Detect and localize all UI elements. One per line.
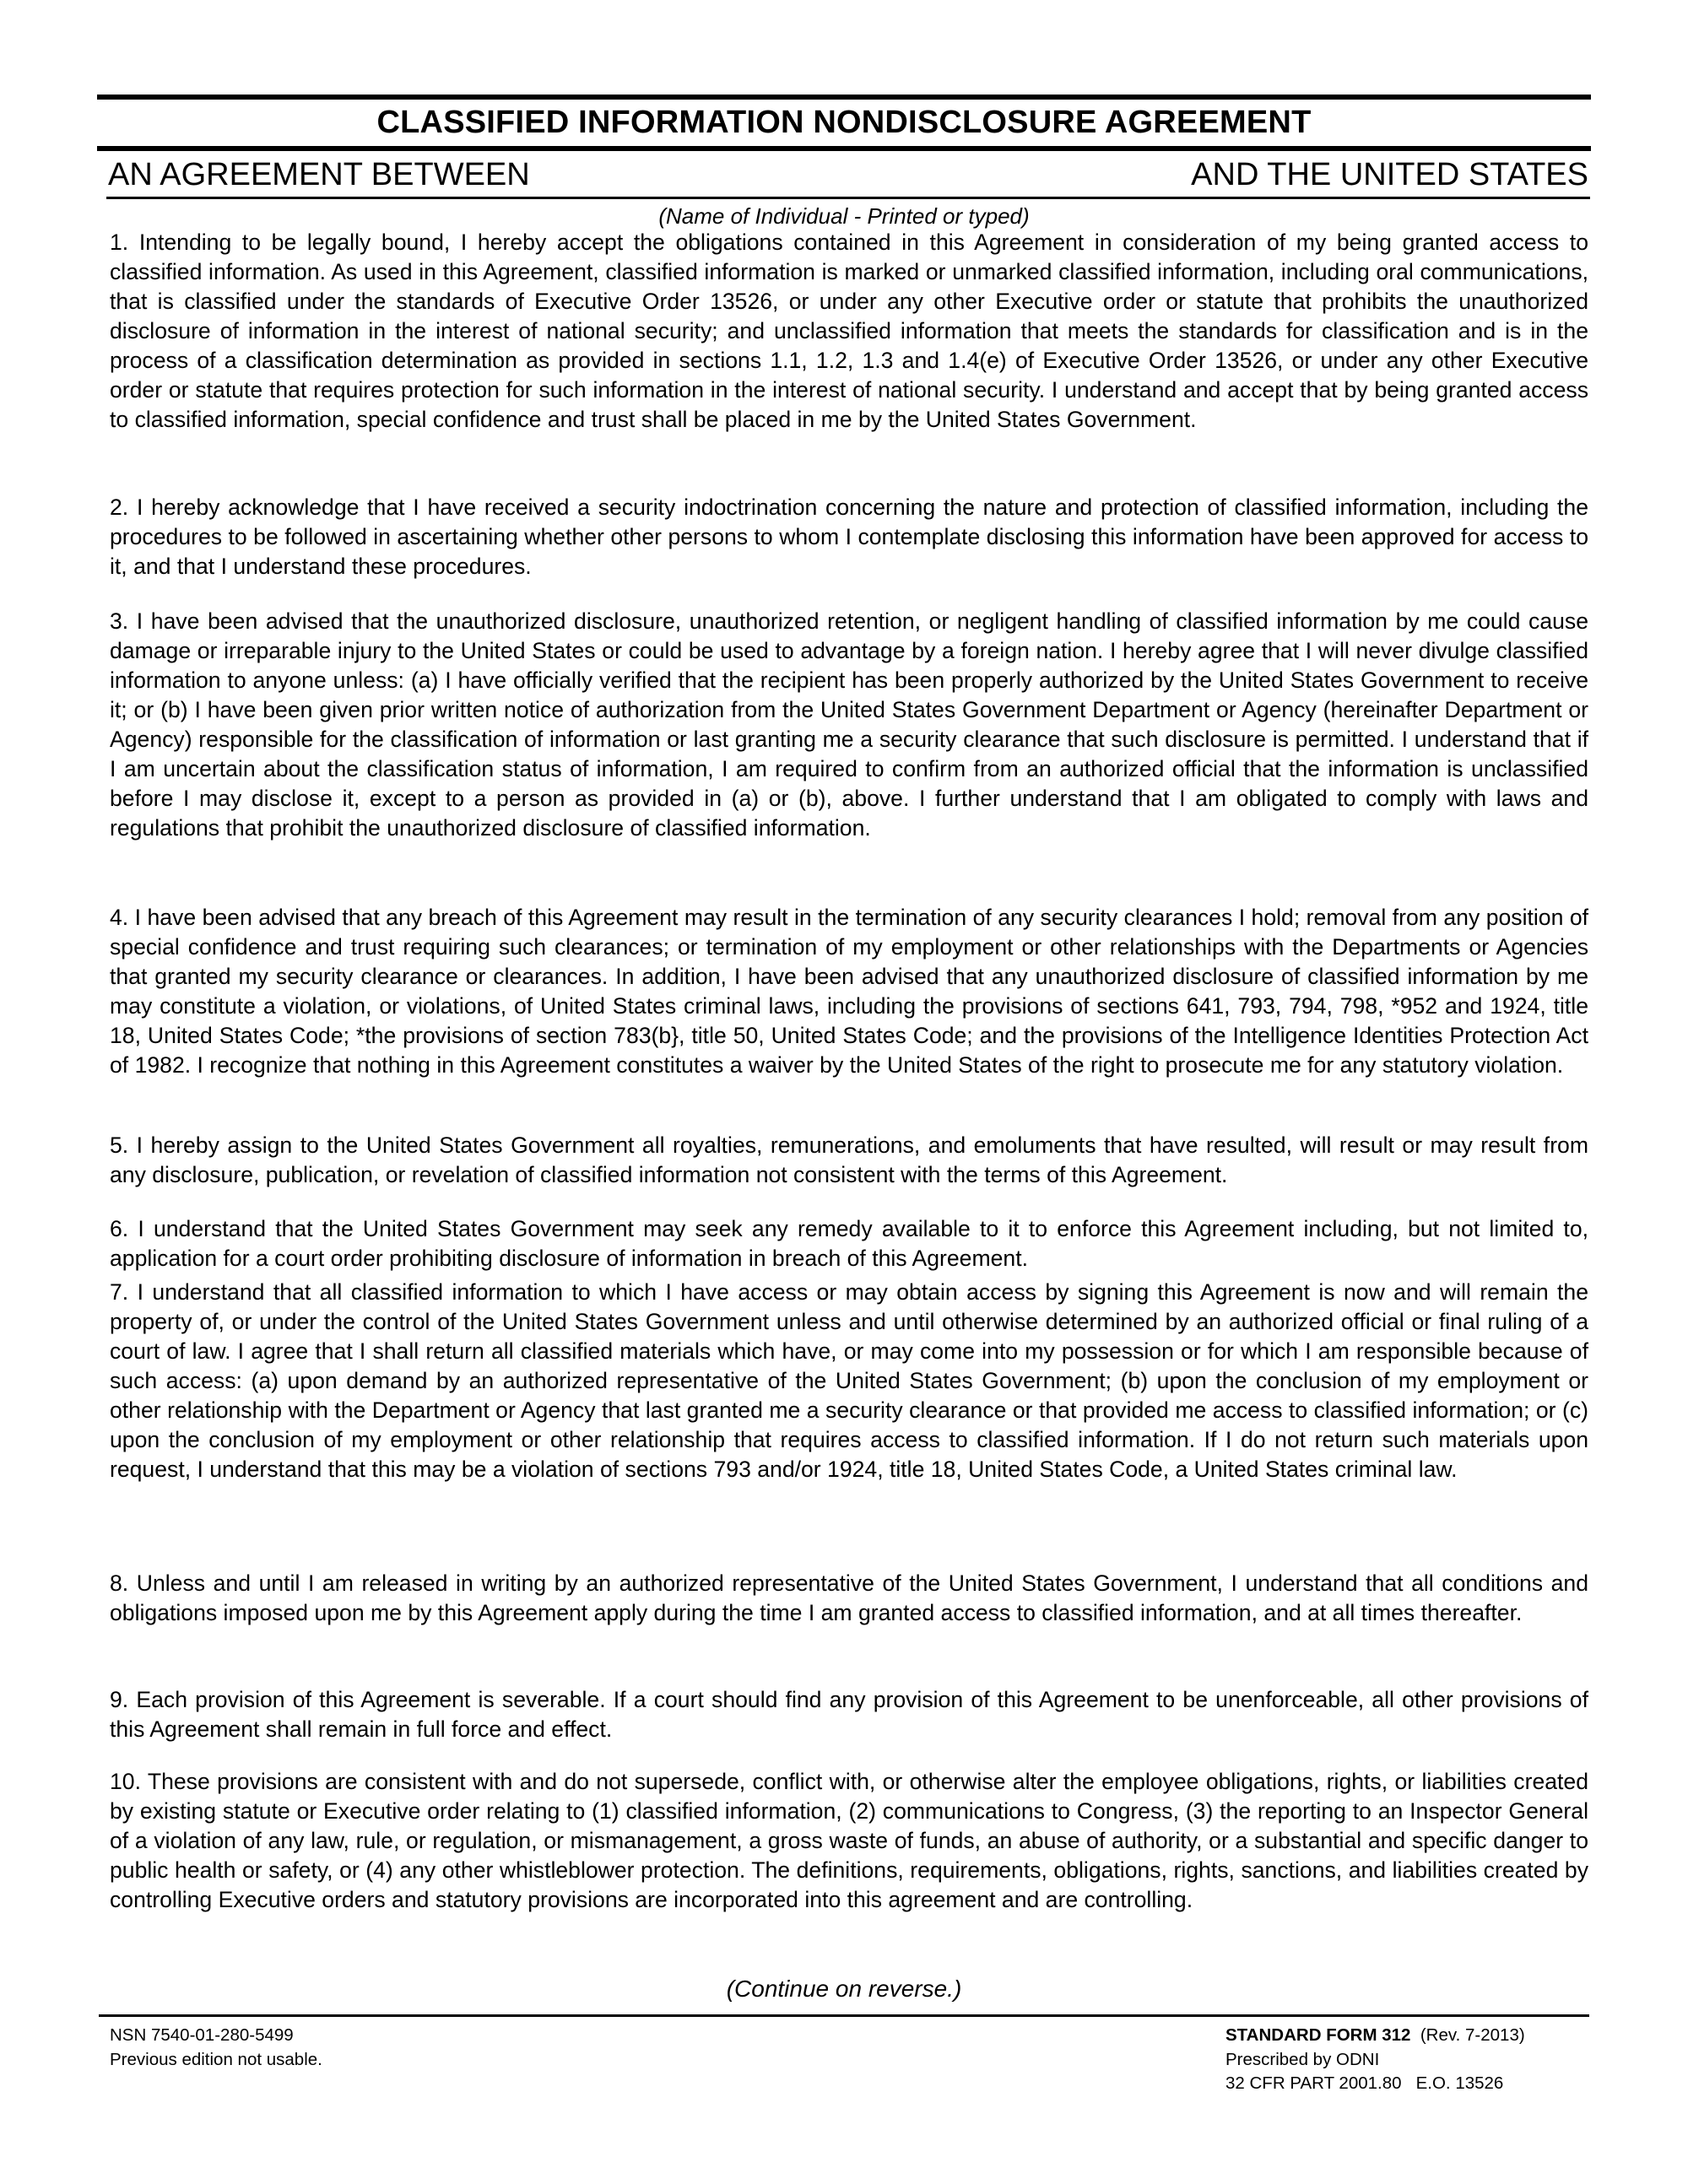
paragraph-8: 8. Unless and until I am released in writing by an authorized representative of the United States Government, I understand that all conditions and obligations imposed upon me by this Agreement apply during the time I am granted access to classified information, and at all times thereafter. [110,1570,1588,1625]
form-name: STANDARD FORM 312 [1225,2025,1411,2045]
individual-name-field[interactable] [557,155,1148,194]
footer-right [1225,2024,1525,2096]
paragraph-1: 1. Intending to be legally bound, I hereby accept the obligations contained in this Agreement in consideration of my being granted access to classified information. As used in this Agreement, classified information is marked or unmarked classified information, including oral communications, that is classified under the standards of Executive Order 13526, or under any other Executive order or statute that prohibits the unauthorized disclosure of information in the interest of national security; and unclassified information that meets the standards for classification and is in the process of a classification determination as provided in sections 1.1, 1.2, 1.3 and 1.4(e) of Executive Order 13526, or under any other Executive order or statute that requires protection for such information in the interest of national security. I understand and accept that by being granted access to classified information, special confidence and trust shall be placed in me by the United States Government. [110,230,1588,432]
paragraph-9: 9. Each provision of this Agreement is severable. If a court should find any provision of this Agreement to be unenforceable, all other provisions of this Agreement shall remain in full force and effect. [110,1687,1588,1742]
paragraph-3: 3. I have been advised that the unauthorized disclosure, unauthorized retention, or negligent handling of classified information by me could cause damage or irreparable injury to the United States or could be used to advantage by a foreign nation. I hereby agree that I will never divulge classified information to anyone unless: (a) I have officially verified that the recipient has been properly authorized by the United States Government to receive it; or (b) I have been given prior written notice of authorization from the United States Government Department or Agency (hereinafter Department or Agency) responsible for the classification of information or last granting me a security clearance that such disclosure is permitted. I understand that if I am uncertain about the classification status of information, I am required to confirm from an authorized official that the information is unclassified before I may disclose it, except to a person as provided in (a) or (b), above. I further understand that I am obligated to comply with laws and regulations that prohibit the unauthorized disclosure of classified information. [110,608,1588,841]
paragraph-5: 5. I hereby assign to the United States Government all royalties, remunerations, and emoluments that have resulted, will result or may result from any disclosure, publication, or revelation of classified information not consistent with the terms of this Agreement. [110,1133,1588,1187]
paragraph-7: 7. I understand that all classified information to which I have access or may obtain access by signing this Agreement is now and will remain the property of, or under the control of the United States Government unless and until otherwise determined by an authorized official or final ruling of a court of law. I agree that I shall return all classified materials which have, or may come into my possession or for which I am responsible because of such access: (a) upon demand by an authorized representative of the United States Government; (b) upon the conclusion of my employment or other relationship with the Department or Agency that last granted me a security clearance or that provided me access to classified information; or (c) upon the conclusion of my employment or other relationship that requires access to classified information. If I do not return such materials upon request, I understand that this may be a violation of sections 793 and/or 1924, title 18, United States Code, a United States criminal law. [110,1279,1588,1482]
edition-note: Previous edition not usable. [110,2049,322,2069]
regulation-citation: 32 CFR PART 2001.80 E.O. 13526 [1225,2073,1504,2093]
form-revision: (Rev. 7-2013) [1420,2025,1525,2045]
top-thick-rule [97,95,1591,100]
footer-rule [99,2014,1589,2017]
paragraph-2: 2. I hereby acknowledge that I have received a security indoctrination concerning the nature and protection of classified information, including the procedures to be followed in ascertaining whether other persons to whom I contemplate disclosing this information have been approved for access to it, and that I understand these procedures. [110,495,1588,579]
name-line-rule [106,197,1590,199]
united-states-label: AND THE UNITED STATES [1191,157,1588,192]
name-field-caption: (Name of Individual - Printed or typed) [658,203,1030,229]
paragraph-4: 4. I have been advised that any breach of this Agreement may result in the termination of any security clearances I hold; removal from any position of special confidence and trust requiring such clearances; or termination of my employment or other relationships with the Departments or Agencies that granted my security clearance or clearances. In addition, I have been advised that any unauthorized disclosure of classified information by me may constitute a violation, or violations, of United States criminal laws, including the provisions of sections 641, 793, 794, 798, *952 and 1924, title 18, United States Code; *the provisions of section 783(b}, title 50, United States Code; and the provisions of the Intelligence Identities Protection Act of 1982. I recognize that nothing in this Agreement constitutes a waiver by the United States of the right to prosecute me for any statutory violation. [110,905,1588,1078]
agreement-between-label: AN AGREEMENT BETWEEN [108,157,530,192]
footer-left [110,2024,322,2072]
form-title: CLASSIFIED INFORMATION NONDISCLOSURE AGREEMENT [376,105,1312,140]
nsn-number: NSN 7540-01-280-5499 [110,2025,294,2045]
paragraph-10: 10. These provisions are consistent with and do not supersede, conflict with, or otherwise alter the employee obligations, rights, or liabilities created by existing statute or Executive order relating to (1) classified information, (2) communications to Congress, (3) the reporting to an Inspector General of a violation of any law, rule, or regulation, or mismanagement, a gross waste of funds, an abuse of authority, or a substantial and specific danger to public health or safety, or (4) any other whistleblower protection. The definitions, requirements, obligations, rights, sanctions, and liabilities created by controlling Executive orders and statutory provisions are incorporated into this agreement and are controlling. [110,1769,1588,1912]
continue-on-reverse-note: (Continue on reverse.) [726,1976,962,2002]
prescribed-by: Prescribed by ODNI [1225,2049,1380,2069]
title-bottom-rule [97,146,1591,151]
paragraph-6: 6. I understand that the United States Government may seek any remedy available to it to enforce this Agreement including, but not limited to, application for a court order prohibiting disclosure of information in breach of this Agreement. [110,1216,1588,1271]
form-identifier [1225,2024,1525,2048]
